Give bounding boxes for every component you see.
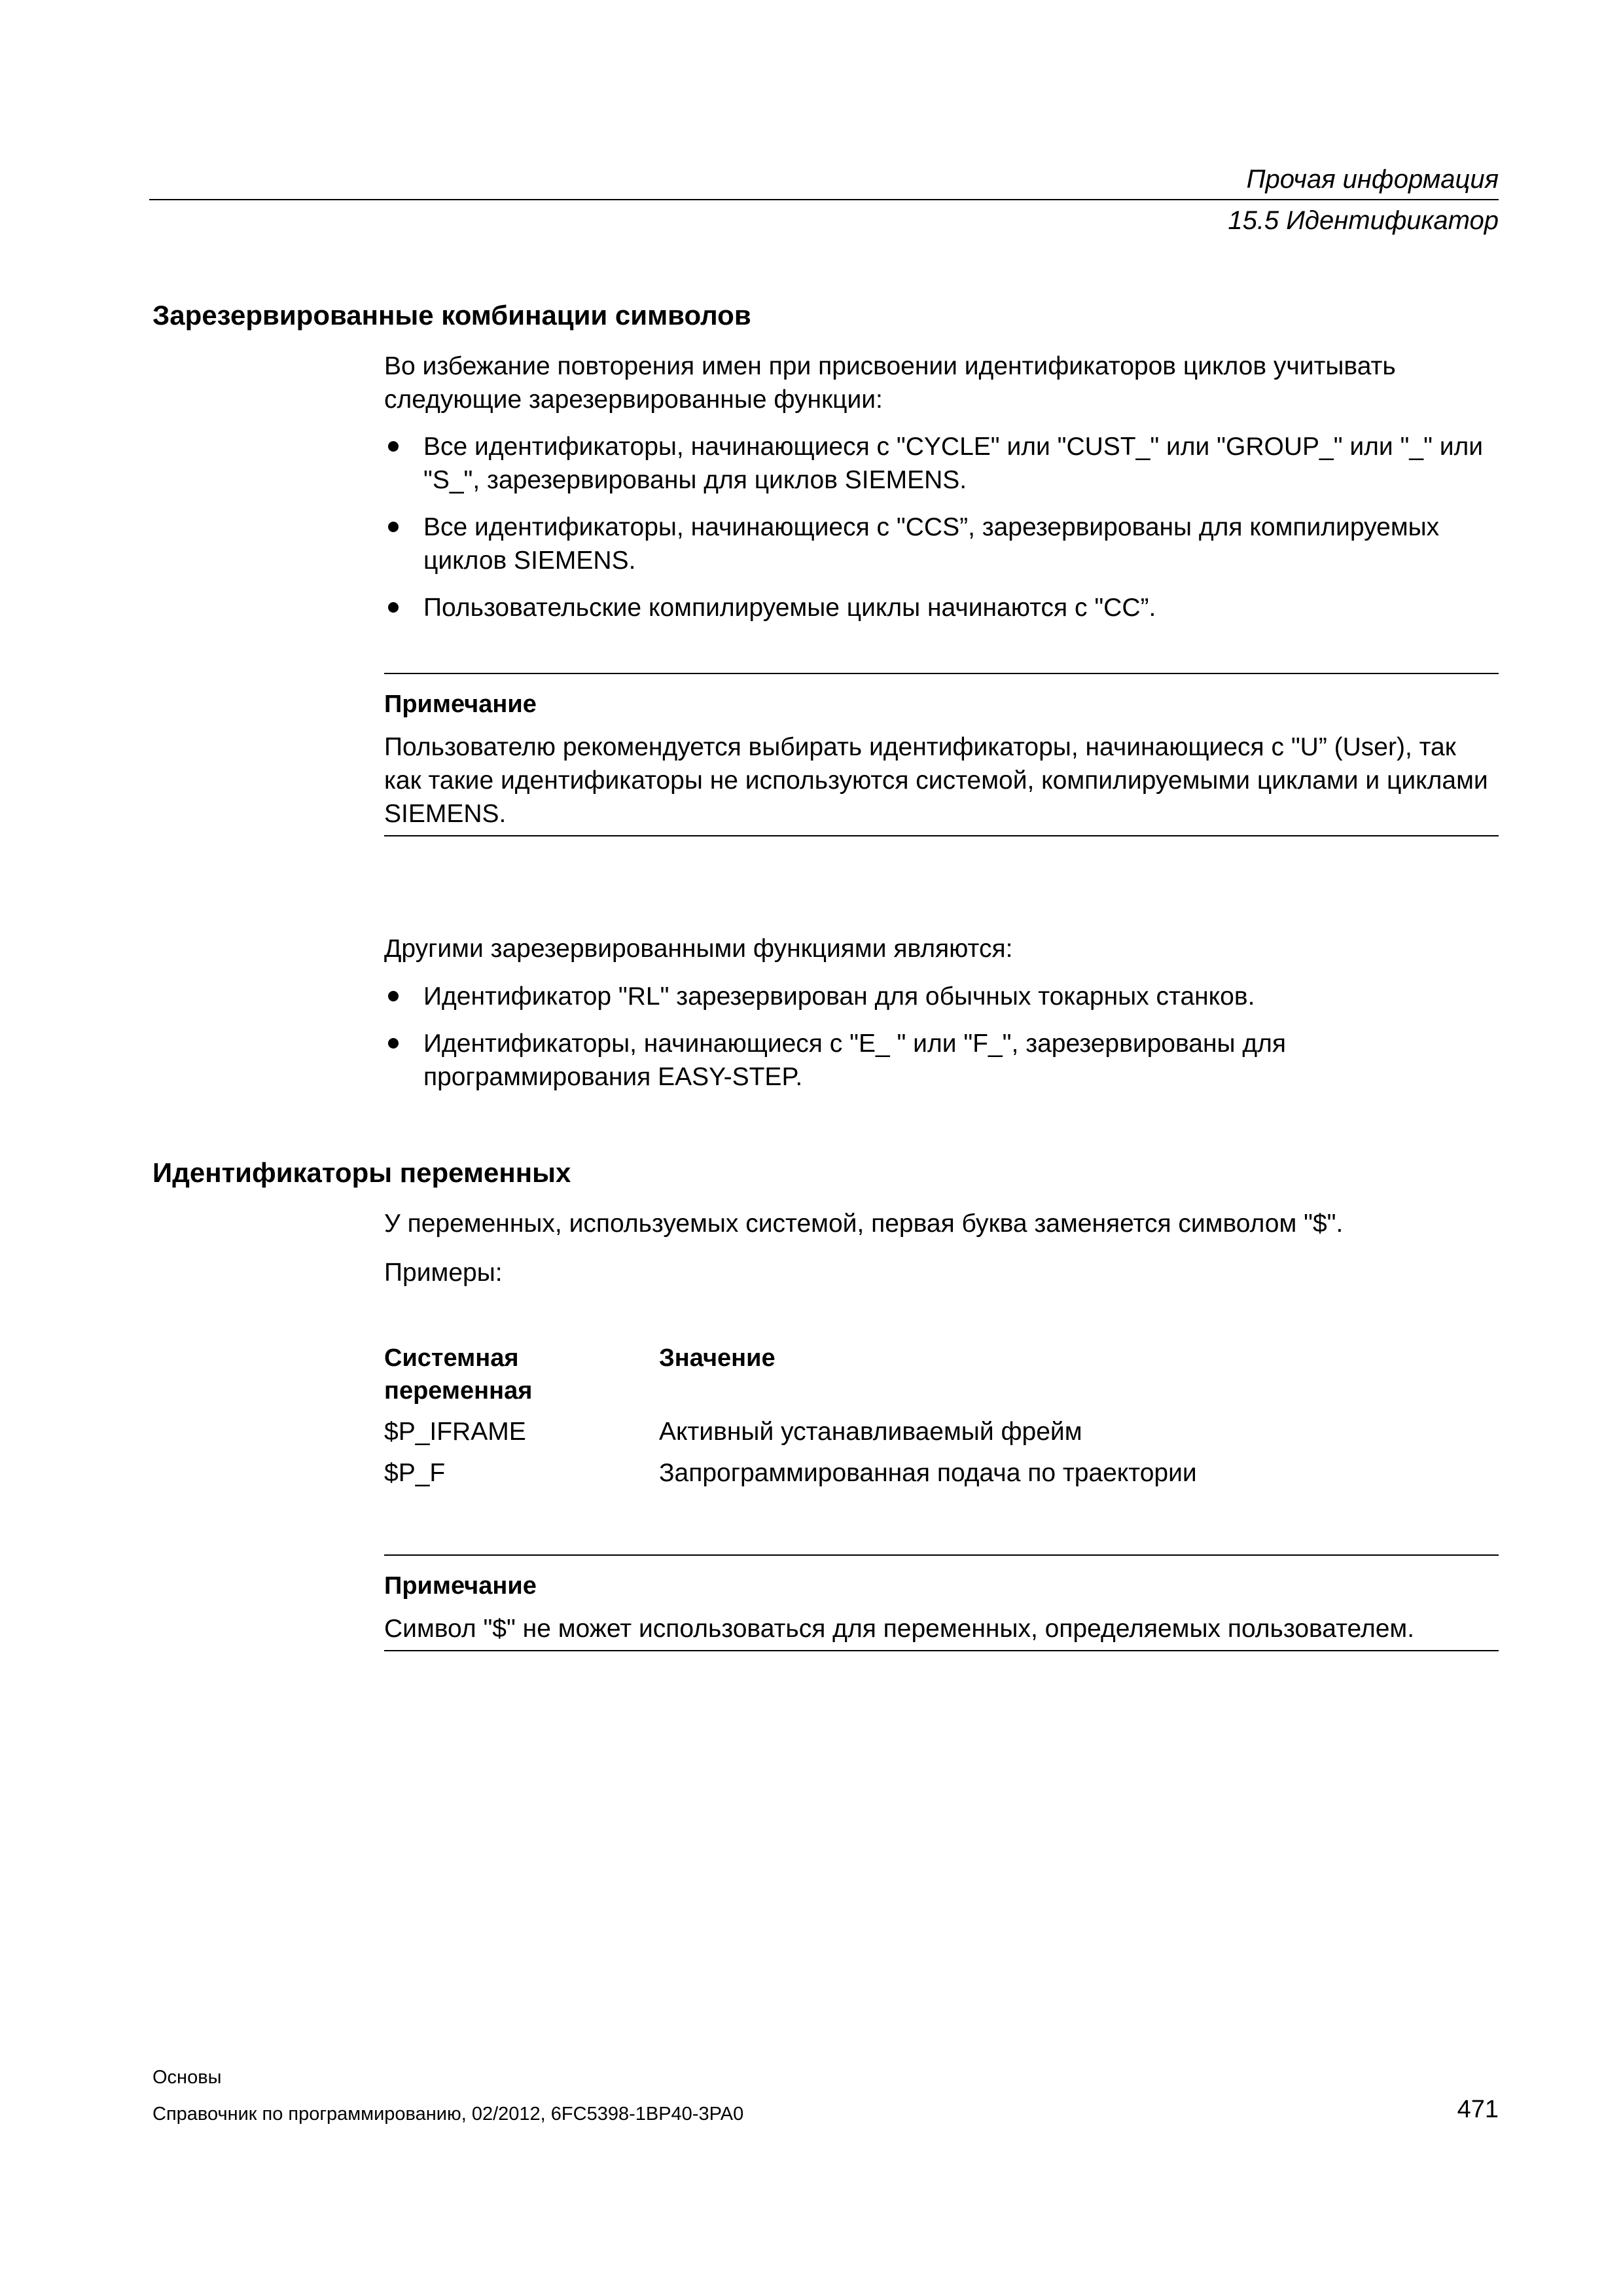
bullet-text: Все идентификаторы, начинающиеся с "CYCLE" или "CUST_" или "GROUP_" или "_" или "S_", зарезервированы для циклов SIEMENS.	[423, 433, 1484, 494]
reserved-body	[384, 350, 1499, 624]
bullet-icon	[388, 602, 399, 613]
table-header-row	[384, 1342, 1499, 1415]
table-header-variable: Системная переменная	[384, 1344, 533, 1405]
note-box	[384, 1554, 1499, 1651]
reserved-heading: Зарезервированные комбинации символов	[152, 300, 751, 331]
bullet-text: Пользовательские компилируемые циклы начинаются с "CC”.	[423, 594, 1156, 622]
bullet-text: Все идентификаторы, начинающиеся с "CCS”, зарезервированы для компилируемых циклов SIEMENS.	[423, 513, 1440, 575]
examples-label: Примеры:	[384, 1259, 503, 1287]
reserved-intro: Во избежание повторения имен при присвоении идентификаторов циклов учитывать следующие зарезервированные функции:	[384, 352, 1396, 414]
other-reserved-body	[384, 932, 1499, 1094]
page-number: 471	[1457, 2096, 1499, 2123]
note-box	[384, 673, 1499, 836]
list-item	[384, 1027, 1499, 1094]
header-divider	[149, 199, 1499, 200]
note-title: Примечание	[384, 691, 537, 718]
variables-table	[384, 1342, 1499, 1498]
variables-body	[384, 1207, 1499, 1289]
other-bullet-list	[384, 980, 1499, 1094]
footer-doc-title: Основы	[152, 2067, 222, 2088]
note-text: Символ "$" не может использоваться для переменных, определяемых пользователем.	[384, 1615, 1415, 1643]
table-cell: $P_F	[384, 1459, 446, 1487]
table-cell: Запрограммированная подача по траектории	[659, 1459, 1197, 1487]
reserved-bullet-list	[384, 430, 1499, 624]
other-reserved-intro: Другими зарезервированными функциями являются:	[384, 935, 1013, 963]
bullet-icon	[388, 441, 399, 452]
list-item	[384, 511, 1499, 577]
table-row	[384, 1456, 1499, 1498]
note-title: Примечание	[384, 1572, 537, 1600]
table-cell: Активный устанавливаемый фрейм	[659, 1418, 1082, 1446]
footer-doc-reference: Справочник по программированию, 02/2012, 6FC5398-1BP40-3PA0	[152, 2104, 744, 2125]
bullet-icon	[388, 522, 399, 532]
bullet-icon	[388, 1038, 399, 1049]
list-item	[384, 591, 1499, 624]
table-cell: $P_IFRAME	[384, 1418, 526, 1446]
variables-intro: У переменных, используемых системой, первая буква заменяется символом "$".	[384, 1210, 1344, 1238]
table-header-meaning: Значение	[659, 1344, 776, 1372]
bullet-icon	[388, 991, 399, 1001]
header-section: 15.5 Идентификатор	[1228, 206, 1499, 235]
table-row	[384, 1415, 1499, 1456]
list-item	[384, 980, 1499, 1013]
list-item	[384, 430, 1499, 497]
header-chapter: Прочая информация	[1246, 165, 1499, 194]
variables-heading: Идентификаторы переменных	[152, 1157, 571, 1188]
bullet-text: Идентификатор "RL" зарезервирован для обычных токарных станков.	[423, 982, 1255, 1011]
note-text: Пользователю рекомендуется выбирать идентификаторы, начинающиеся с "U” (User), так как такие идентификаторы не используются системой, компилируемыми циклами и циклами SIEMENS.	[384, 733, 1488, 828]
bullet-text: Идентификаторы, начинающиеся с "E_ " или "F_", зарезервированы для программирования EASY-STEP.	[423, 1030, 1287, 1091]
